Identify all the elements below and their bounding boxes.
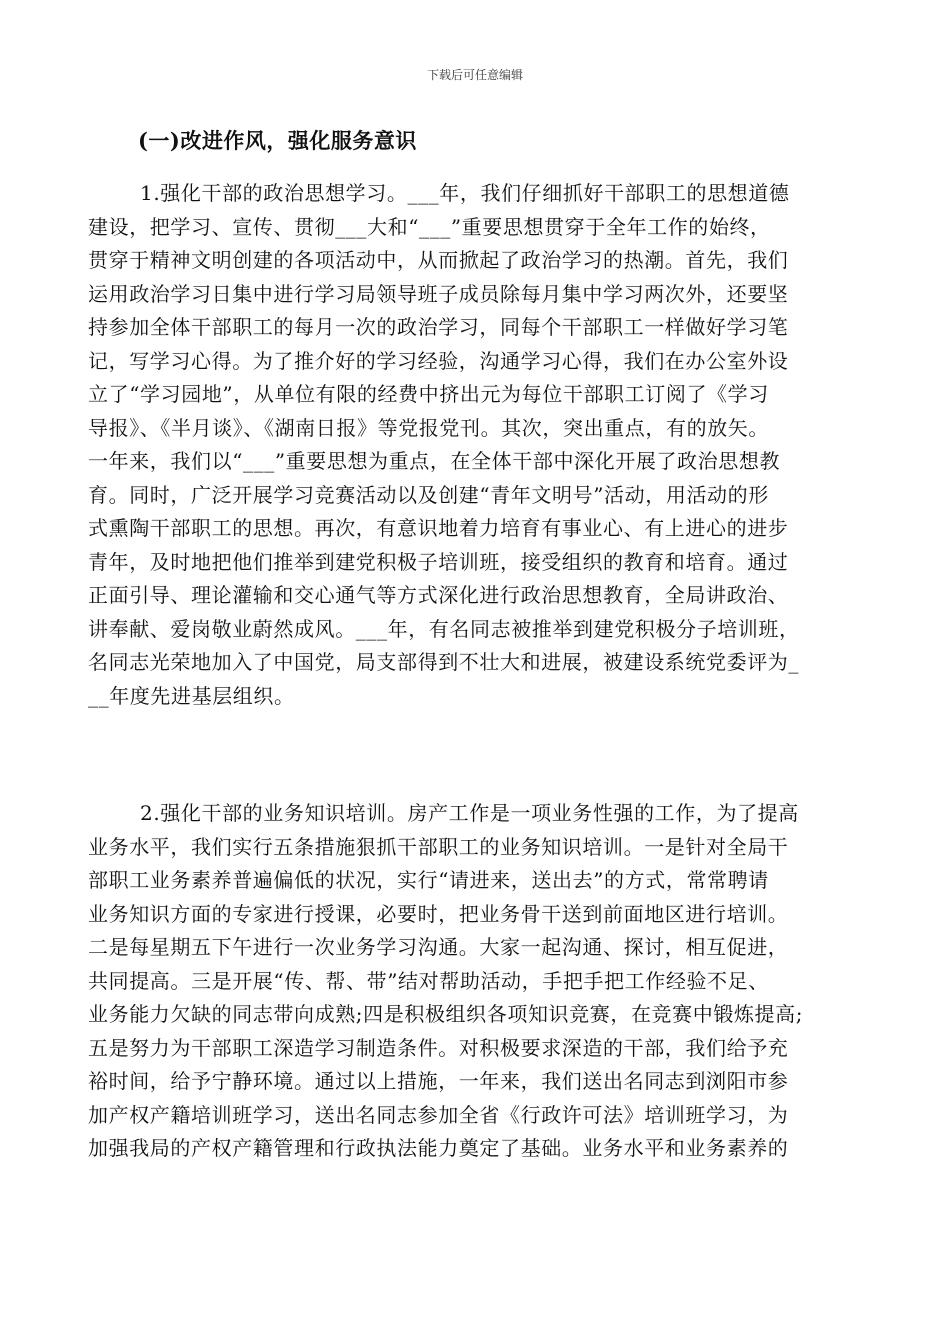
text-line: 讲奉献、爱岗敬业蔚然成风。___年，有名同志被推举到建党积极分子培训班， [88,616,800,641]
text-line: 导报》、《半月谈》、《湖南日报》等党报党刊。其次，突出重点，有的放矢。 [88,415,769,440]
text-line: 育。同时，广泛开展学习竞赛活动以及创建“青年文明号”活动，用活动的形 [88,482,769,507]
section-title: (一)改进作风，强化服务意识 [138,128,417,153]
paragraph-business-training [88,797,878,1166]
text-line: 业务能力欠缺的同志带向成熟;四是积极组织各项知识竞赛，在竞赛中锻炼提高; [88,1002,804,1026]
text-line: 名同志光荣地加入了中国党，局支部得到不壮大和进展，被建设系统党委评为_ [88,650,799,674]
text-line: 二是每星期五下午进行一次业务学习沟通。大家一起沟通、探讨，相互促进， [88,935,789,959]
paragraph-political-study [88,177,878,713]
text-line: 运用政治学习日集中进行学习局领导班子成员除每月集中学习两次外，还要坚 [88,281,789,306]
text-line: 部职工业务素养普遍偏低的状况，实行“请进来，送出去”的方式，常常聘请 [88,868,769,892]
text-line: 1.强化干部的政治思想学习。___年，我们仔细抓好干部职工的思想道德 [140,181,790,205]
text-line: 建设，把学习、宣传、贯彻___大和“___”重要思想贯穿于全年工作的始终， [88,214,771,239]
text-line: 持参加全体干部职工的每月一次的政治学习，同每个干部职工一样做好学习笔 [88,315,789,339]
text-line: 加产权产籍培训班学习，送出名同志参加全省《行政许可法》培训班学习，为 [88,1102,789,1127]
text-line: 业务知识方面的专家进行授课，必要时，把业务骨干送到前面地区进行培训。 [88,901,789,926]
text-line: 贯穿于精神文明创建的各项活动中，从而掀起了政治学习的热潮。首先，我们 [88,248,789,272]
text-line: 五是努力为干部职工深造学习制造条件。对积极要求深造的干部，我们给予充 [88,1035,789,1060]
text-line: 记，写学习心得。为了推介好的学习经验，沟通学习心得，我们在办公室外设 [88,348,789,373]
text-line: __年度先进基层组织。 [88,683,295,708]
text-line: 加强我局的产权产籍管理和行政执法能力奠定了基础。业务水平和业务素养的 [88,1136,789,1160]
text-line: 式熏陶干部职工的思想。再次，有意识地着力培育有事业心、有上进心的进步 [88,516,789,540]
text-line: 业务水平，我们实行五条措施狠抓干部职工的业务知识培训。一是针对全局干 [88,834,789,859]
text-line: 共同提高。三是开展“传、帮、带”结对帮助活动，手把手把工作经验不足、 [88,968,769,993]
text-line: 裕时间，给予宁静环境。通过以上措施，一年来，我们送出名同志到浏阳市参 [88,1069,789,1093]
text-line: 立了“学习园地”，从单位有限的经费中挤出元为每位干部职工订阅了《学习 [88,382,769,406]
text-line: 一年来，我们以“___”重要思想为重点，在全体干部中深化开展了政治思想教 [88,449,781,473]
text-line: 青年，及时地把他们推举到建党积极子培训班，接受组织的教育和培育。通过 [88,549,789,574]
page-header-note: 下载后可任意编辑 [426,68,523,82]
text-line: 正面引导、理论灌输和交心通气等方式深化进行政治思想教育，全局讲政治、 [88,583,789,607]
text-line: 2.强化干部的业务知识培训。房产工作是一项业务性强的工作，为了提高 [140,801,799,825]
